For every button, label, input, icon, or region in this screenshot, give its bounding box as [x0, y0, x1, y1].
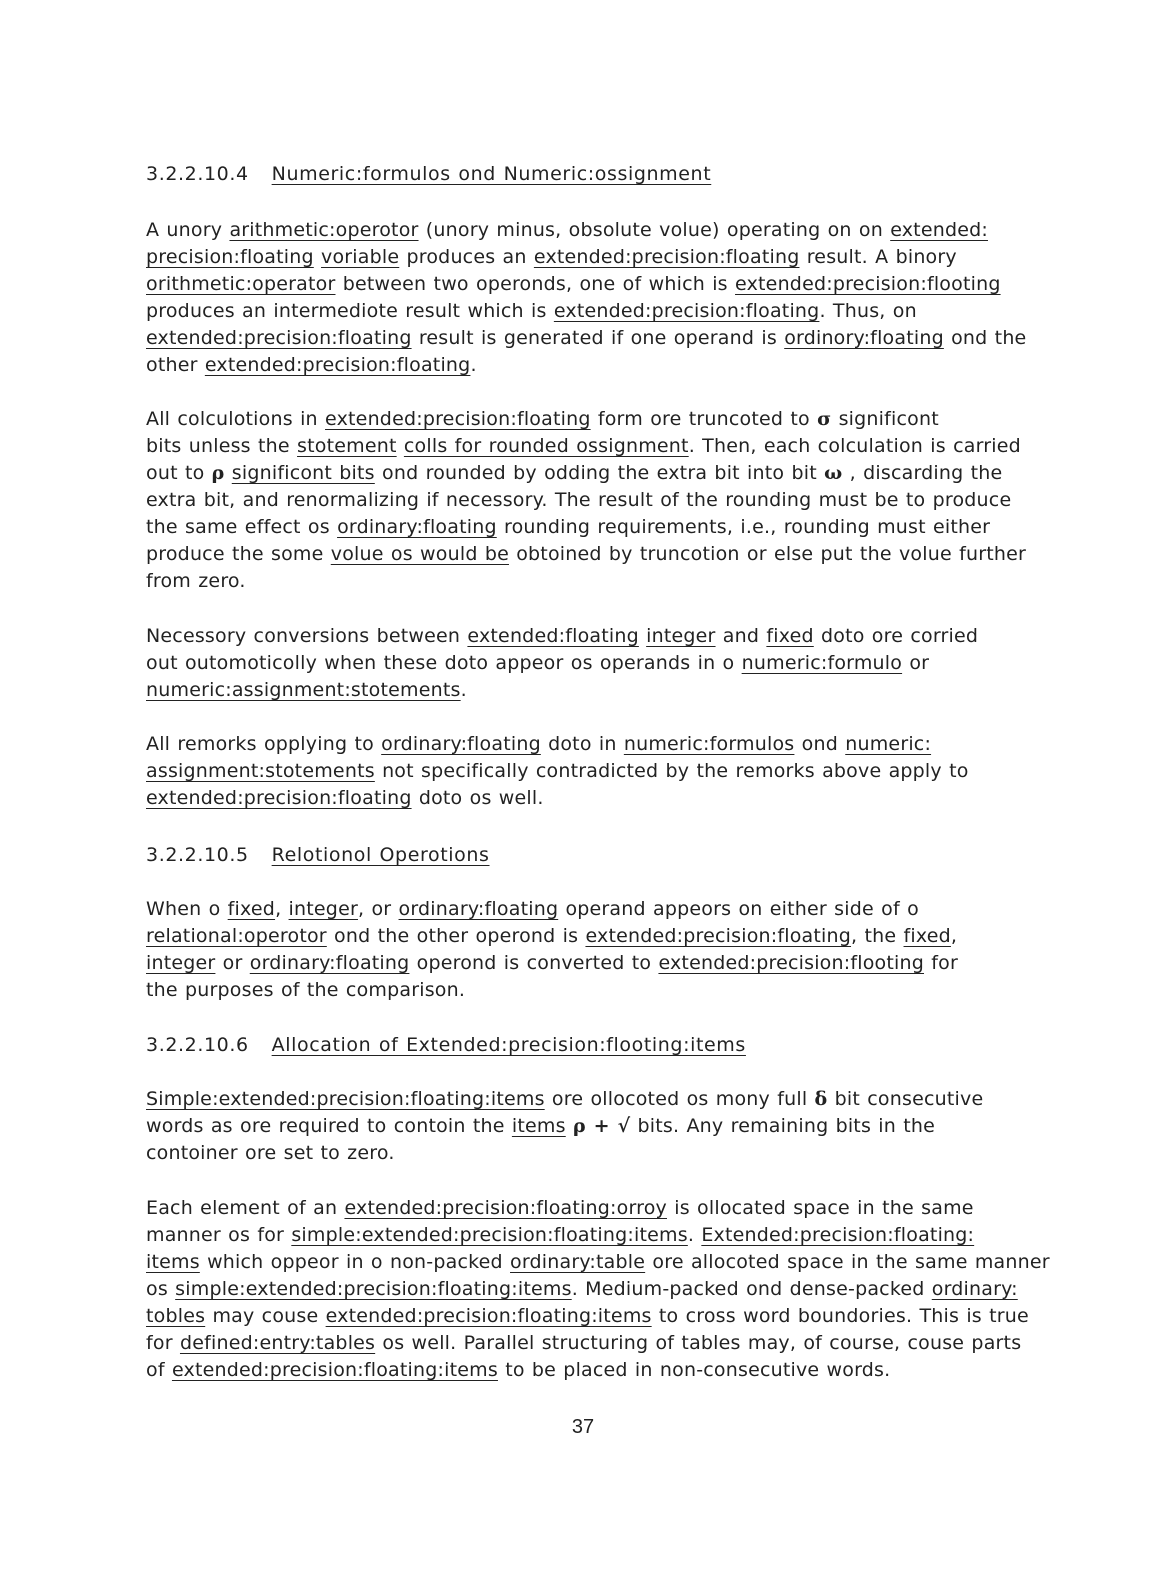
sigma-symbol: σ	[817, 408, 832, 430]
term: integer	[146, 952, 216, 974]
text-line	[146, 1114, 935, 1138]
text-run: not specifically contradicted by the remorks above apply to	[374, 760, 969, 782]
text-run: other	[146, 354, 205, 376]
text-run: .	[470, 354, 477, 376]
text-run: A unory	[146, 219, 230, 241]
text-run: operand appeors on either side of o	[558, 898, 919, 920]
text-line	[146, 951, 958, 975]
text-run: contoiner ore set to zero.	[146, 1142, 395, 1164]
term: numeric:	[845, 733, 932, 755]
term: extended:precision:floating:items	[171, 1359, 498, 1381]
term: ordinary:floating	[381, 733, 541, 755]
text-run: . Then, each colculation is carried	[688, 435, 1021, 457]
text-run: doto ore corried	[813, 625, 979, 647]
text-run: (unory minus, obsolute volue) operating on on	[418, 219, 891, 241]
term: numeric:formulos	[623, 733, 795, 755]
term: simple:extended:precision:floating:items	[175, 1278, 572, 1300]
page-number: 37	[571, 1416, 595, 1438]
text-run: All colculotions in	[146, 408, 326, 430]
text-run: doto in	[540, 733, 624, 755]
text-line	[146, 515, 990, 539]
text-line	[146, 651, 929, 675]
section-number: 3.2.2.10.6	[146, 1034, 249, 1056]
text-run: ond	[794, 733, 846, 755]
term: volue os would be	[330, 543, 509, 565]
term: extended:precision:floating:orroy	[344, 1197, 667, 1219]
text-run: result. A binory	[799, 246, 957, 268]
text-run: significont	[831, 408, 939, 430]
text-run	[566, 1115, 573, 1137]
section-number: 3.2.2.10.4	[146, 163, 249, 185]
text-run: , or	[357, 898, 399, 920]
text-run	[397, 435, 404, 457]
text-run: bits unless the	[146, 435, 298, 457]
term: defined:entry:tables	[179, 1332, 376, 1354]
text-run: which oppeor in o non-packed	[199, 1251, 511, 1273]
text-run: bit consecutive	[827, 1088, 984, 1110]
text-run: may couse	[205, 1305, 326, 1327]
text-line	[146, 732, 931, 756]
text-run: result is generated if one operand is	[411, 327, 785, 349]
section-title: Numeric:formulos ond Numeric:ossignment	[271, 163, 712, 185]
term: extended:precision:floating	[146, 787, 412, 809]
term: ordinary:floating	[249, 952, 410, 974]
text-run: for	[146, 1332, 180, 1354]
term: simple:extended:precision:floating:items	[291, 1224, 688, 1246]
rho-plus-radical-symbol: ρ + √	[572, 1115, 631, 1137]
term: assignment:stotements	[146, 760, 375, 782]
text-line	[146, 1250, 1050, 1274]
text-line	[146, 218, 988, 242]
term: extended:precision:flooting	[658, 952, 924, 974]
term: ordinary:	[931, 1278, 1018, 1300]
text-run	[225, 462, 232, 484]
text-run: manner os for	[146, 1224, 292, 1246]
term: ordinary:floating	[398, 898, 559, 920]
text-line	[146, 1304, 1029, 1328]
text-run: ond the	[943, 327, 1027, 349]
text-run: , the	[851, 925, 904, 947]
term: items	[511, 1115, 566, 1137]
text-line	[146, 786, 544, 810]
term: relational:operotor	[146, 925, 327, 947]
text-line	[146, 299, 917, 323]
text-run: to cross word boundories. This is true	[651, 1305, 1029, 1327]
term: ordinary:table	[510, 1251, 646, 1273]
text-run: between two operonds, one of which is	[335, 273, 736, 295]
term: significont bits	[231, 462, 375, 484]
omega-symbol: ω	[824, 462, 843, 484]
text-run: from zero.	[146, 570, 246, 592]
text-run: form ore truncoted to	[590, 408, 818, 430]
text-line	[146, 1223, 974, 1247]
term: extended:precision:floating	[325, 408, 591, 430]
text-run: All remorks opplying to	[146, 733, 382, 755]
text-line	[146, 488, 1011, 512]
text-run: is ollocated space in the same	[667, 1197, 974, 1219]
text-run: .	[687, 1224, 702, 1246]
rho-symbol: ρ	[211, 462, 225, 484]
text-run: , discarding the	[842, 462, 1003, 484]
text-run: ,	[275, 898, 289, 920]
text-line	[146, 897, 919, 921]
text-run: to be placed in non-consecutive words.	[497, 1359, 891, 1381]
text-run: or	[902, 652, 930, 674]
text-run: out to	[146, 462, 212, 484]
text-line	[146, 1277, 1018, 1301]
text-line	[146, 1358, 890, 1382]
term: extended:precision:floating	[553, 300, 820, 322]
term: voriable	[321, 246, 400, 268]
text-run: bits. Any remaining bits in the	[630, 1115, 936, 1137]
text-run: the purposes of the comparison.	[146, 979, 466, 1001]
text-line	[146, 759, 969, 783]
text-run: ond rounded by odding the extra bit into bit	[374, 462, 825, 484]
term: precision:floating	[146, 246, 314, 268]
term: integer	[646, 625, 716, 647]
term: arithmetic:operotor	[229, 219, 419, 241]
text-run: doto os well.	[411, 787, 544, 809]
text-run: .	[460, 679, 467, 701]
term: tobles	[146, 1305, 206, 1327]
term: extended:precision:floating	[204, 354, 471, 376]
term: fixed	[227, 898, 276, 920]
text-run: . Thus, on	[819, 300, 917, 322]
section-title: Allocation of Extended:precision:flooting:items	[271, 1034, 746, 1056]
text-line	[146, 542, 1026, 566]
text-run: the same effect os	[146, 516, 338, 538]
section-heading-3-2-2-10-5	[146, 843, 490, 867]
term: stotement	[297, 435, 397, 457]
text-line	[146, 353, 477, 377]
text-run: operond is converted to	[409, 952, 659, 974]
section-heading-3-2-2-10-4	[146, 162, 711, 186]
term: numeric:assignment:stotements	[146, 679, 461, 701]
term: extended:precision:floating	[585, 925, 852, 947]
text-line	[146, 569, 246, 593]
term: orithmetic:operator	[146, 273, 336, 295]
text-line	[146, 624, 978, 648]
term: ordinory:floating	[784, 327, 944, 349]
term: integer	[288, 898, 358, 920]
text-run: ond the other operond is	[326, 925, 586, 947]
section-number: 3.2.2.10.5	[146, 844, 249, 866]
text-run: os	[146, 1278, 176, 1300]
text-run: Necessory conversions between	[146, 625, 468, 647]
text-run: produces an intermediote result which is	[146, 300, 554, 322]
text-run: produce the some	[146, 543, 331, 565]
text-run: for	[924, 952, 958, 974]
text-run: of	[146, 1359, 172, 1381]
term: Simple:extended:precision:floating:items	[146, 1088, 545, 1110]
text-run: Each element of an	[146, 1197, 345, 1219]
text-run: out outomoticolly when these doto appeor os operands in o	[146, 652, 742, 674]
text-line	[146, 245, 957, 269]
term: ordinary:floating	[337, 516, 497, 538]
term: extended:precision:floating:items	[325, 1305, 652, 1327]
text-run: When o	[146, 898, 228, 920]
text-run: ore ollocoted os mony full	[544, 1088, 815, 1110]
text-run: and	[715, 625, 767, 647]
term: extended:precision:flooting	[735, 273, 1001, 295]
term: items	[146, 1251, 200, 1273]
text-line	[146, 978, 465, 1002]
term: extended:precision:floating	[146, 327, 412, 349]
text-line	[146, 924, 957, 948]
text-run	[314, 246, 321, 268]
text-line	[146, 272, 1001, 296]
text-line	[146, 1331, 1021, 1355]
term: extended:	[890, 219, 988, 241]
text-run: extra bit, and renormalizing if necessory. The result of the rounding must be to produce	[146, 489, 1012, 511]
term: colls for rounded ossignment	[403, 435, 689, 457]
text-line	[146, 1196, 974, 1220]
term: numeric:formulo	[741, 652, 903, 674]
text-run: produces an	[399, 246, 534, 268]
term: extended:floating	[467, 625, 639, 647]
text-line	[146, 1087, 983, 1111]
text-run: obtoined by truncotion or else put the volue further	[508, 543, 1027, 565]
text-run: os well. Parallel structuring of tables may, of course, couse parts	[375, 1332, 1022, 1354]
term: fixed	[766, 625, 814, 647]
section-title: Relotionol Operotions	[271, 844, 490, 866]
text-line	[146, 407, 939, 431]
text-run: or	[215, 952, 250, 974]
term: fixed	[903, 925, 951, 947]
term: extended:precision:floating	[533, 246, 800, 268]
text-run: . Medium-packed ond dense-packed	[571, 1278, 932, 1300]
text-run: ,	[950, 925, 958, 947]
text-run: ore allocoted space in the same manner	[645, 1251, 1050, 1273]
delta-symbol: δ	[814, 1088, 828, 1110]
term: Extended:precision:floating:	[701, 1224, 975, 1246]
text-line	[146, 461, 1002, 485]
section-heading-3-2-2-10-6	[146, 1033, 746, 1057]
text-run: words as ore required to contoin the	[146, 1115, 512, 1137]
text-line	[146, 678, 467, 702]
text-line	[146, 326, 1026, 350]
text-line	[146, 1141, 395, 1165]
text-run: rounding requirements, i.e., rounding must either	[496, 516, 991, 538]
text-line	[146, 434, 1021, 458]
